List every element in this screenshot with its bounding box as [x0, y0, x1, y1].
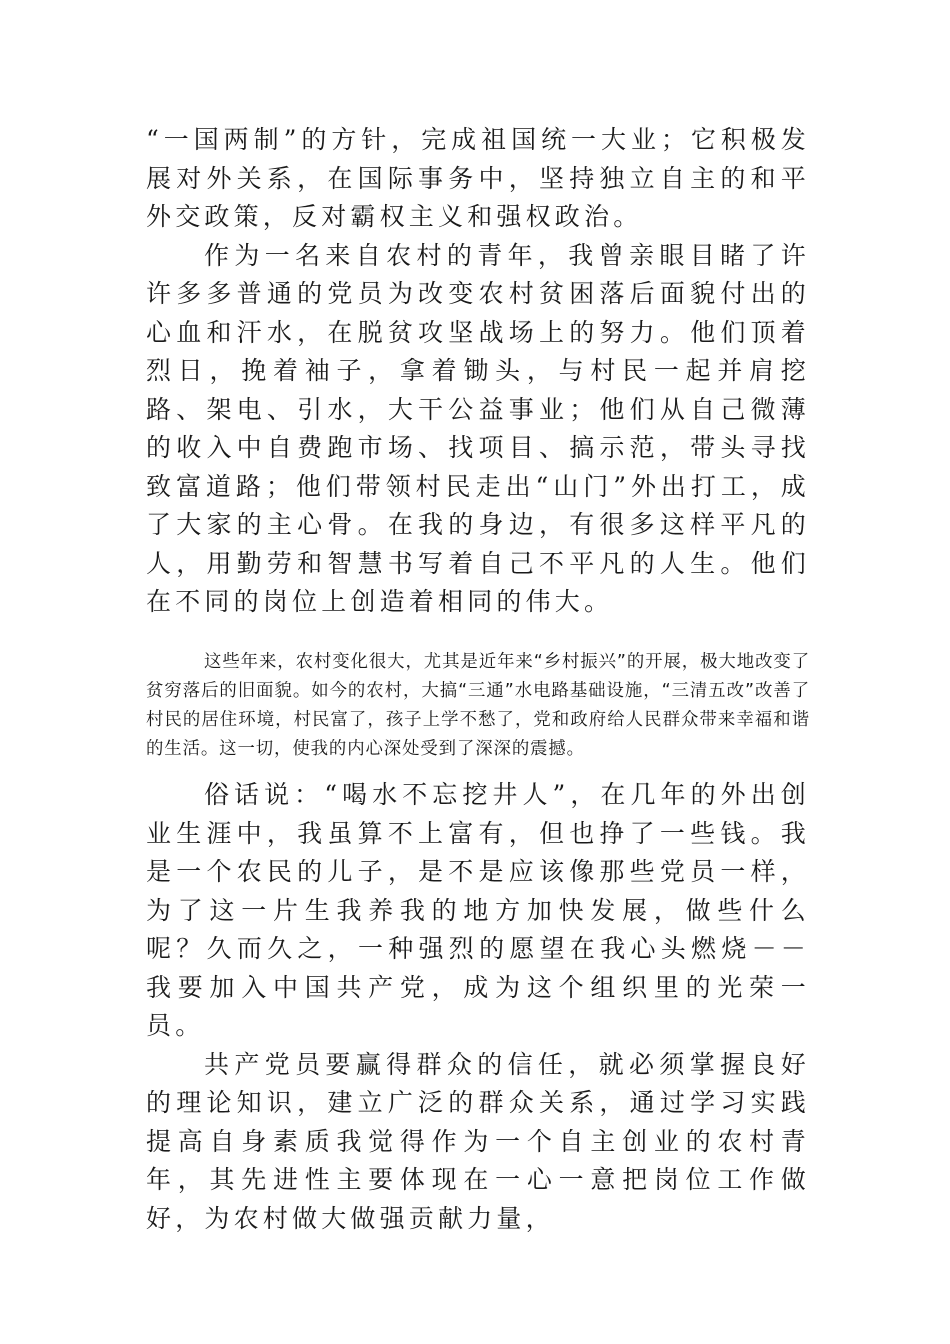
body-text-lower [146, 776, 810, 1238]
paragraph-party-member: 共产党员要赢得群众的信任，就必须掌握良好的理论知识，建立广泛的群众关系，通过学习实践提高自身素质我觉得作为一个自主创业的农村青年，其先进性主要体现在一心一意把岗位工作做好，为农村做大做强贡献力量， [146, 1049, 810, 1233]
paragraph-continuation: “一国两制”的方针，完成祖国统一大业；它积极发展对外关系，在国际事务中，坚持独立自主的和平外交政策，反对霸权主义和强权政治。 [146, 125, 810, 231]
paragraph-rural-changes: 这些年来，农村变化很大，尤其是近年来“乡村振兴”的开展，极大地改变了贫穷落后的旧面貌。如今的农村，大搞“三通”水电路基础设施，“三清五改”改善了村民的居住环境，村民富了，孩子上学不愁了，党和政府给人民群众带来幸福和谐的生活。这一切，使我的内心深处受到了深深的震撼。 [146, 652, 810, 759]
paragraph-rural-youth: 作为一名来自农村的青年，我曾亲眼目睹了许许多多普通的党员为改变农村贫困落后面貌付出的心血和汗水，在脱贫攻坚战场上的努力。他们顶着烈日，挽着袖子，拿着锄头，与村民一起并肩挖路、架电、引水，大干公益事业；他们从自己微薄的收入中自费跑市场、找项目、搞示范，带头寻找致富道路；他们带领村民走出“山门”外出打工，成了大家的主心骨。在我的身边，有很多这样平凡的人，用勤劳和智慧书写着自己不平凡的人生。他们在不同的岗位上创造着相同的伟大。 [146, 240, 810, 616]
body-text-small-insert [146, 648, 810, 764]
paragraph-proverb: 俗话说：“喝水不忘挖井人”，在几年的外出创业生涯中，我虽算不上富有，但也挣了一些钱。我是一个农民的儿子，是不是应该像那些党员一样，为了这一片生我养我的地方加快发展，做些什么呢？久而久之，一种强烈的愿望在我心头燃烧－－我要加入中国共产党，成为这个组织里的光荣一员。 [146, 780, 810, 1040]
body-text-upper [146, 121, 810, 622]
